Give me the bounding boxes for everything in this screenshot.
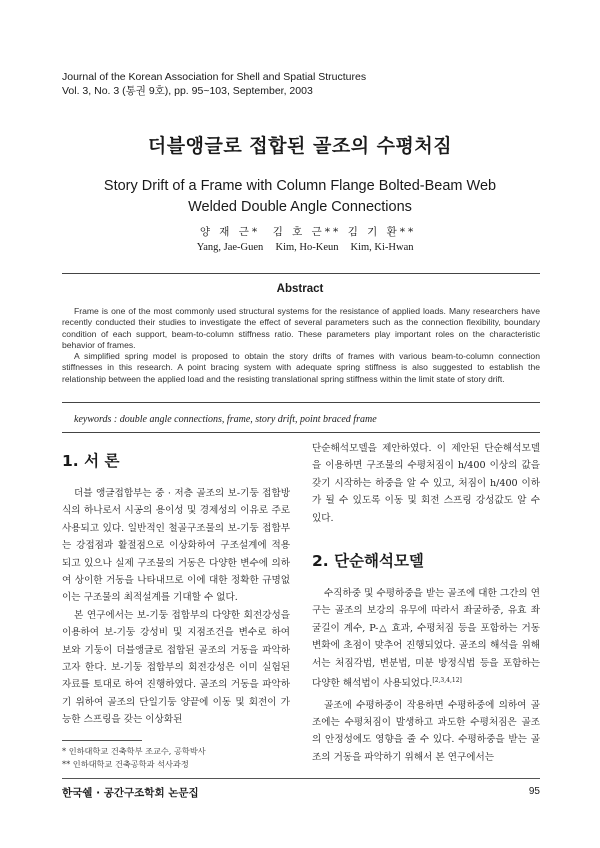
left-column bbox=[62, 449, 290, 729]
title-en-line2: Welded Double Angle Connections bbox=[188, 199, 412, 215]
author-3-english: Kim, Ki-Hwan bbox=[350, 242, 414, 253]
journal-volume: Vol. 3, No. 3 (통권 9호), pp. 95~103, September, 2003 bbox=[62, 85, 313, 97]
section-1-heading: 1. 서 론 bbox=[62, 452, 120, 470]
abstract-paragraph-2: A simplified spring model is proposed to obtain the story drifts of frames with various beam-to-column connection stiffnesses in this research. A point bracing system with adequate spring stiffness is also suggested to establish the relationship between the applied load and the resisting translational spring stiffness within the limit state of story drift. bbox=[62, 351, 540, 384]
right-column bbox=[312, 443, 540, 766]
footnote-2: ** 인하대학교 건축공학과 석사과정 bbox=[62, 759, 189, 769]
section-2-heading: 2. 단순해석모델 bbox=[312, 552, 424, 571]
author-1-korean: 양 재 근* bbox=[199, 226, 261, 238]
footnote-divider bbox=[62, 740, 142, 741]
author-3-korean: 김 기 환** bbox=[347, 226, 417, 238]
section-2-paragraph-1 bbox=[312, 585, 540, 693]
keywords: keywords : double angle connections, frame, story drift, point braced frame bbox=[74, 414, 377, 425]
section-2-paragraph-2: 골조에 수평하중이 작용하면 수평하중에 의하여 골조에는 수평처짐이 발생하고 과도한 수평처짐은 골조의 안정성에도 영향을 줄 수 있다. 수평하중을 받는 골조의 거동을 파악하기 위해서 본 연구에서는 bbox=[312, 699, 540, 763]
section-2-body bbox=[312, 585, 540, 766]
abstract-heading: Abstract bbox=[276, 283, 324, 295]
footer-divider bbox=[62, 778, 540, 779]
section-1-paragraph-2: 본 연구에서는 보-기둥 접합부의 다양한 회전강성을 이용하여 보-기둥 강성비 및 지점조건을 변수로 하여 보와 기둥이 더블앵글로 접합된 골조의 거동을 파악하고자 한다. 보-기둥 접합부의 회전강성은 이미 실험된 자료를 토대로 하여 진행하였다. 골조의 거동을 파악하기 위하여 골조의 단일기둥 양끝에 이동 및 회전이 가능한 스프링을 갖는 이상화된 bbox=[62, 609, 290, 726]
continuation-paragraph: 단순해석모델을 제안하였다. 이 제안된 단순해석모델을 이용하면 구조물의 수평처짐이 h/400 이상의 값을 갖기 시작하는 하중을 알 수 있고, 처짐이 h/400 이하가 될 수 있도록 이동 및 회전 스프링 강성값도 알 수 있다. bbox=[312, 443, 540, 524]
section-1-body bbox=[62, 485, 290, 729]
footnote-1: * 인하대학교 건축학부 조교수, 공학박사 bbox=[62, 746, 206, 756]
author-2-korean: 김 호 근** bbox=[272, 226, 342, 238]
abstract-body bbox=[62, 306, 540, 385]
section-1-paragraph-1: 더블 앵글접합부는 중 · 저층 골조의 보-기둥 접합방식의 하나로서 시공의 용이성 및 경제성의 이유로 주로 사용되고 있다. 일반적인 철골구조물의 보-기둥 접합부는 강접점과 활절점으로 이상화하여 구조설계에 적용되고 있으나 실제 구조물의 거동은 다양한 변수에 의하여 상이한 거동을 나타내므로 이에 대한 정확한 규명없이는 구조물의 최적설계를 기대할 수 없다. bbox=[62, 488, 290, 604]
author-3 bbox=[322, 224, 442, 256]
right-column-continuation bbox=[312, 440, 540, 527]
section-2-paragraph-1-text: 수직하중 및 수평하중을 받는 골조에 대한 그간의 연구는 골조의 보강의 유무에 따라서 좌굴하중, 유효 좌굴길이 계수, P-△ 효과, 수평처짐 등을 포함하는 거동 변화에 초점이 맞추어 진행되었다. 골조의 해석을 위해서는 처짐각법, 변분법, 미분 방정식법 등을 포함하는 다양한 해석법이 사용되었다. bbox=[312, 588, 540, 690]
journal-header bbox=[62, 70, 366, 98]
page-number: 95 bbox=[528, 786, 540, 797]
footnotes bbox=[62, 745, 206, 771]
author-2-english: Kim, Ho-Keun bbox=[275, 242, 339, 253]
citation: [2,3,4,12] bbox=[432, 677, 462, 685]
title-en-line1: Story Drift of a Frame with Column Flange Bolted-Beam Web bbox=[103, 178, 497, 194]
abstract-paragraph-1: Frame is one of the most commonly used structural systems for the resistance of applied loads. Many researchers have recently conducted their studies to investigate the effect of several parameters such as the connection flexibility, boundary condition of each support, beam-to-column stiffness ratio. These parameters play important roles on the characteristic behavior of frames. bbox=[62, 306, 540, 350]
footer-journal-name: 한국쉘 · 공간구조학회 논문집 bbox=[62, 787, 199, 799]
paper-title-english bbox=[0, 176, 600, 218]
paper-title-korean: 더블앵글로 접합된 골조의 수평처짐 bbox=[147, 135, 453, 157]
keywords-divider bbox=[62, 432, 540, 433]
journal-name: Journal of the Korean Association for Shell and Spatial Structures bbox=[62, 71, 367, 83]
author-1-english: Yang, Jae-Guen bbox=[196, 242, 264, 253]
